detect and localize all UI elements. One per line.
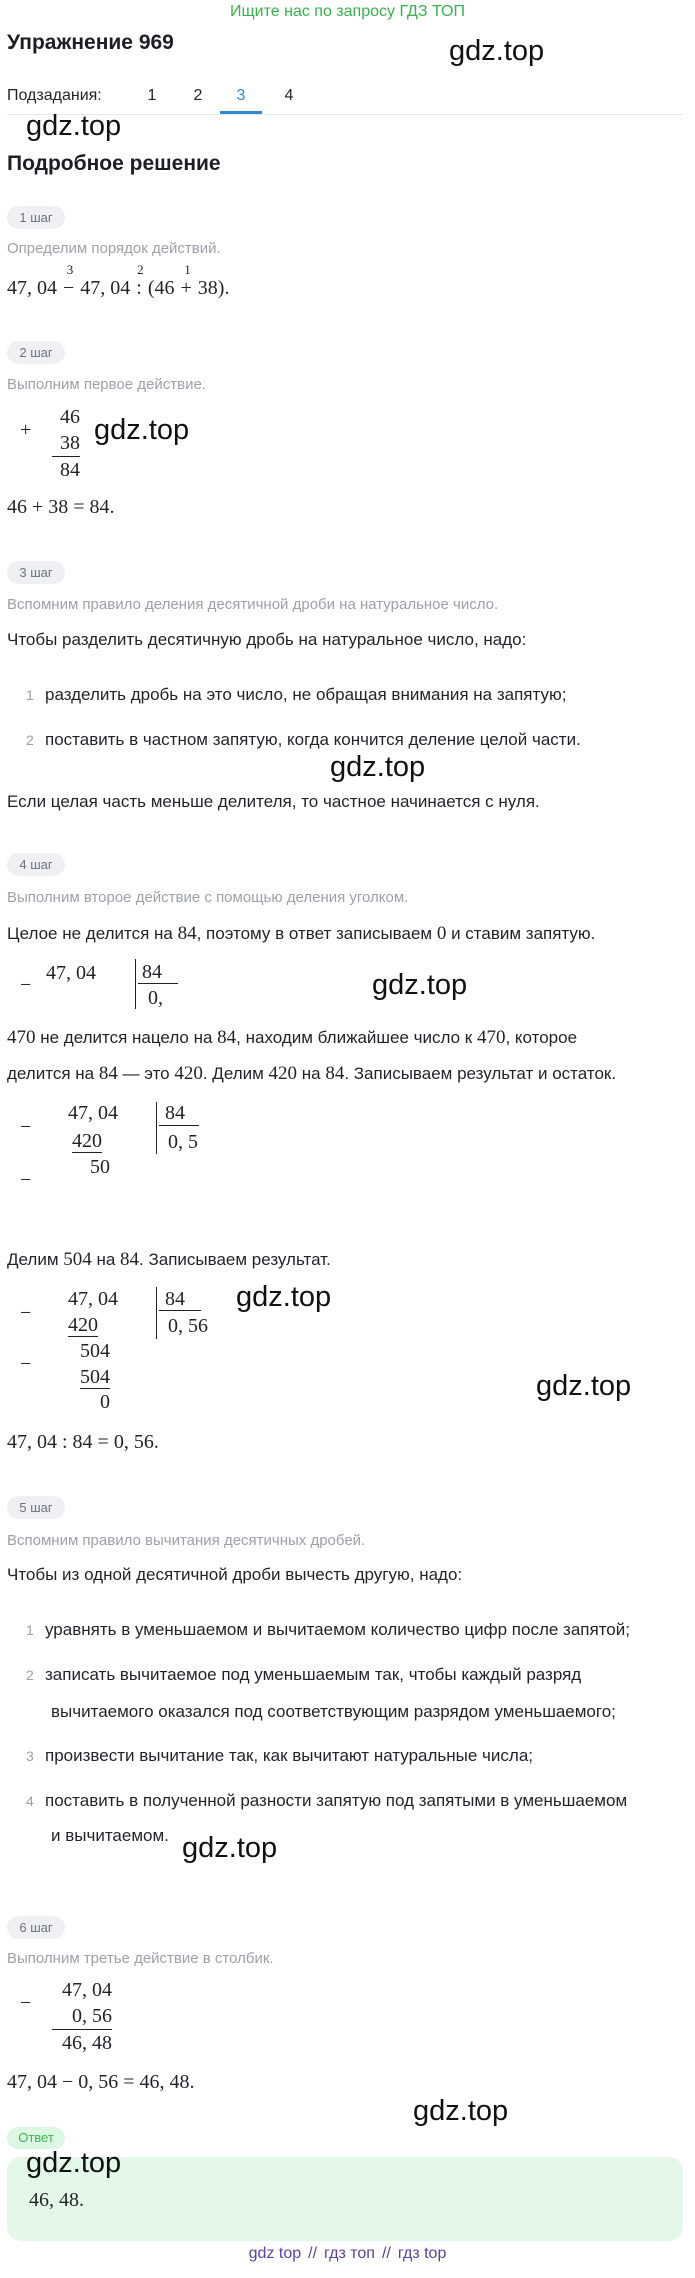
math-number: 504 — [63, 1249, 92, 1270]
division-quotient: 0, — [148, 987, 163, 1009]
tab-subtask-1[interactable]: 1 — [147, 87, 157, 104]
division-divisor: 84 — [142, 961, 162, 983]
list-item-continuation: и вычитаемом. — [51, 1826, 169, 1845]
list-number: 4 — [26, 1793, 34, 1809]
operand: 47, 04 — [7, 277, 57, 299]
order-expression — [7, 262, 230, 300]
operator-symbol: − — [63, 277, 75, 299]
operand: (46 — [147, 277, 175, 299]
tab-subtask-3[interactable]: 3 — [236, 87, 246, 104]
watermark: gdz.top — [372, 969, 468, 1001]
step-badge: 3 шаг — [7, 561, 65, 584]
order-number: 3 — [66, 262, 74, 277]
step-badge: 5 шаг — [7, 1496, 65, 1519]
division-quotient: 0, 5 — [168, 1131, 198, 1153]
explanation-line — [7, 1027, 577, 1049]
division-remainder: 50 — [90, 1156, 110, 1178]
text: Целое не делится на — [7, 924, 178, 943]
tab-subtask-4[interactable]: 4 — [284, 87, 294, 104]
explanation-line — [7, 1063, 616, 1085]
text: на — [91, 1250, 121, 1269]
column-sign: + — [20, 419, 32, 441]
rule-intro: Чтобы разделить десятичную дробь на натуральное число, надо: — [7, 630, 527, 649]
list-item: произвести вычитание так, как вычитают натуральные числа; — [45, 1746, 533, 1765]
division-line — [159, 1310, 201, 1311]
math-number: 84 — [120, 1249, 140, 1270]
footer-link[interactable]: gdz top — [248, 2245, 302, 2262]
text: на — [297, 1064, 326, 1083]
list-number: 2 — [26, 732, 34, 748]
list-number: 1 — [26, 687, 34, 703]
step-badge: 6 шаг — [7, 1916, 65, 1939]
math-number: 420 — [268, 1063, 298, 1084]
watermark: gdz.top — [182, 1832, 278, 1864]
footer-link[interactable]: гдз топ — [324, 2245, 375, 2262]
division-bar — [156, 1102, 157, 1154]
column-top: 47, 04 — [62, 1979, 112, 2001]
text: , которое — [505, 1028, 578, 1047]
column-addition — [52, 404, 80, 483]
math-number: 0 — [436, 923, 447, 944]
math-number: 84 — [98, 1063, 118, 1084]
column-sign: − — [20, 1992, 32, 2014]
watermark: gdz.top — [330, 751, 426, 783]
exercise-title: Упражнение 969 — [7, 31, 174, 54]
equation: 47, 04 − 0, 56 = 46, 48. — [7, 2071, 195, 2093]
math-number: 84 — [325, 1063, 345, 1084]
division-minus: − — [20, 1302, 32, 1324]
division-quotient: 0, 56 — [168, 1315, 208, 1337]
text: . Записываем результат. — [139, 1250, 331, 1269]
text: и ставим запятую. — [446, 924, 596, 943]
division-minus: − — [20, 1169, 32, 1191]
list-number: 3 — [26, 1748, 34, 1764]
operator-symbol: + — [180, 277, 192, 299]
list-item: записать вычитаемое под уменьшаемым так, чтобы каждый разряд — [45, 1665, 582, 1684]
math-number: 420 — [174, 1063, 203, 1084]
text: . Делим — [202, 1064, 269, 1083]
division-divisor: 84 — [165, 1288, 185, 1310]
text: Делим — [7, 1250, 64, 1269]
math-number: 470 — [7, 1027, 36, 1048]
step-badge: 2 шаг — [7, 341, 65, 364]
division-divisor: 84 — [165, 1102, 185, 1124]
footer-link[interactable]: гдз top — [397, 2245, 447, 2262]
list-item: поставить в частном запятую, когда кончится деление целой части. — [45, 730, 581, 749]
operator-minus — [63, 262, 75, 300]
order-number: 1 — [184, 262, 191, 277]
rule-note: Если целая часть меньше делителя, то частное начинается с нуля. — [7, 792, 540, 811]
subtasks-label: Подзадания: — [7, 87, 102, 104]
division-minus: − — [20, 1116, 32, 1138]
operator-plus — [180, 262, 192, 300]
column-bottom: 38 — [52, 430, 80, 457]
division-dividend: 47, 04 — [68, 1288, 118, 1310]
operator-divide — [136, 262, 144, 300]
operator-symbol: : — [136, 277, 142, 299]
watermark: gdz.top — [449, 35, 545, 67]
footer-separator: // — [381, 2245, 391, 2262]
watermark: gdz.top — [236, 1281, 332, 1313]
step-hint: Вспомним правило деления десятичной дроби на натуральное число. — [7, 596, 499, 613]
search-banner-link[interactable]: Ищите нас по запросу ГДЗ ТОП — [230, 3, 465, 20]
step-badge: 1 шаг — [7, 206, 65, 229]
operand: 38). — [197, 277, 230, 299]
column-bottom: 0, 56 — [52, 2003, 112, 2030]
division-line — [138, 983, 178, 984]
text: делится на — [7, 1064, 99, 1083]
division-minus: − — [20, 1353, 32, 1375]
list-item-continuation: вычитаемого оказался под соответствующим разрядом уменьшаемого; — [51, 1702, 616, 1721]
watermark: gdz.top — [26, 110, 122, 142]
column-top: 46 — [60, 406, 80, 428]
division-bar — [156, 1287, 157, 1339]
step-badge: 4 шаг — [7, 853, 65, 876]
watermark: gdz.top — [536, 1370, 632, 1402]
division-minus: − — [20, 974, 32, 996]
text: — это — [117, 1064, 175, 1083]
division-subtrahend: 420 — [68, 1314, 98, 1336]
step-hint: Выполним третье действие в столбик. — [7, 1950, 274, 1967]
division-dividend: 47, 04 — [68, 1102, 118, 1124]
list-item: уравнять в уменьшаемом и вычитаемом количество цифр после запятой; — [45, 1620, 630, 1639]
step-hint: Выполним первое действие. — [7, 376, 206, 393]
watermark: gdz.top — [94, 414, 190, 446]
equation: 47, 04 : 84 = 0, 56. — [7, 1431, 159, 1453]
division-subtrahend: 504 — [80, 1366, 110, 1388]
watermark: gdz.top — [26, 2147, 122, 2179]
text: , находим ближайшее число к — [236, 1028, 477, 1047]
column-subtraction — [52, 1977, 112, 2056]
text: . Записываем результат и остаток. — [344, 1064, 617, 1083]
division-remainder: 504 — [80, 1340, 110, 1362]
list-number: 2 — [26, 1667, 34, 1683]
step-hint: Вспомним правило вычитания десятичных дробей. — [7, 1532, 366, 1549]
step-hint: Определим порядок действий. — [7, 240, 221, 257]
division-bar — [135, 959, 136, 1009]
watermark: gdz.top — [413, 2095, 509, 2127]
division-line — [159, 1125, 199, 1126]
division-dividend: 47, 04 — [46, 962, 96, 984]
division-remainder: 0 — [100, 1391, 110, 1413]
step-hint: Выполним второе действие с помощью деления уголком. — [7, 889, 409, 906]
solution-title: Подробное решение — [7, 152, 221, 175]
explanation-line — [7, 923, 595, 945]
list-number: 1 — [26, 1622, 34, 1638]
text: , поэтому в ответ записываем — [196, 924, 437, 943]
answer-value: 46, 48. — [29, 2189, 84, 2211]
tab-subtask-2[interactable]: 2 — [193, 87, 203, 104]
math-number: 84 — [217, 1027, 237, 1048]
column-result: 84 — [60, 459, 80, 481]
math-number: 84 — [177, 923, 197, 944]
list-item: поставить в полученной разности запятую под запятыми в уменьшаемом — [45, 1791, 628, 1810]
equation: 46 + 38 = 84. — [7, 496, 115, 518]
footer-separator: // — [308, 2245, 318, 2262]
answer-label: Ответ — [7, 2127, 65, 2149]
explanation-line — [7, 1249, 331, 1271]
footer-links — [0, 2244, 695, 2264]
operand: 47, 04 — [80, 277, 131, 299]
math-number: 470 — [476, 1027, 506, 1048]
rule-intro: Чтобы из одной десятичной дроби вычесть другую, надо: — [7, 1565, 463, 1584]
list-item: разделить дробь на это число, не обращая внимания на запятую; — [45, 685, 567, 704]
division-subtrahend: 420 — [72, 1130, 102, 1152]
column-result: 46, 48 — [62, 2032, 112, 2054]
text: не делится нацело на — [35, 1028, 218, 1047]
order-number: 2 — [137, 262, 144, 277]
